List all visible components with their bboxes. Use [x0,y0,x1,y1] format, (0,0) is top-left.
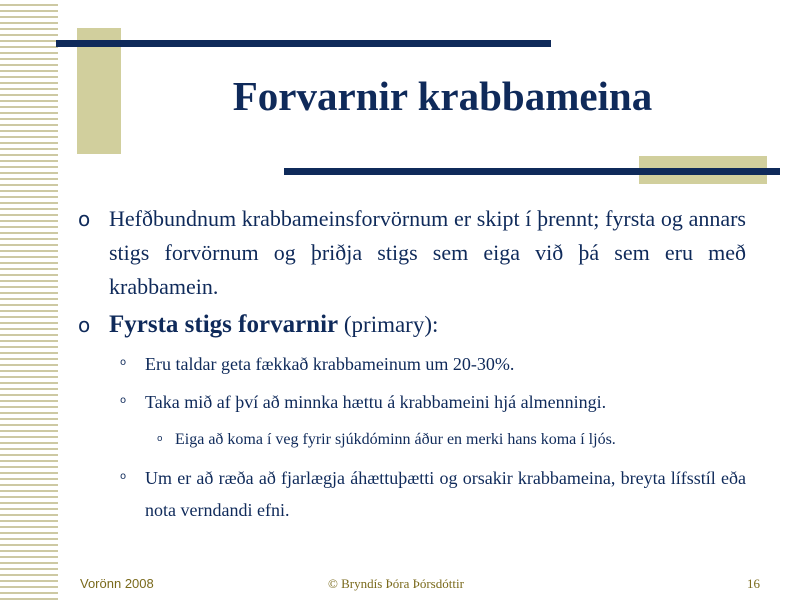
bullet-item [78,202,746,304]
bullet-marker-icon: o [78,313,91,337]
subbullet-text: Um er að ræða að fjarlægja áhættuþætti og orsakir krabbameina, breyta lífsstíl eða nota verndandi efni. [145,468,746,520]
title-rule-bottom [284,168,780,175]
subbullet-text: Taka mið af því að minnka hættu á krabbameini hjá almenningi. [145,392,607,412]
bullet-marker-icon: o [120,357,127,368]
footer-term: Vorönn 2008 [80,576,154,591]
subbullet-item [78,348,746,380]
bullet-marker-icon: o [157,434,163,444]
slide-body [78,202,746,526]
bullet-heading: Fyrsta stigs forvarnir [109,311,339,338]
bullet-marker-icon: o [78,207,91,231]
subsubbullet-item [78,428,746,452]
bullet-marker-icon: o [120,395,127,406]
title-rule-top [56,40,551,47]
bullet-heading-note: (primary): [338,312,439,337]
subsubbullet-text: Eiga að koma í veg fyrir sjúkdóminn áður en merki hans koma í ljós. [175,431,616,448]
footer-page-number: 16 [747,576,760,591]
decorative-stripe-panel [0,0,58,600]
footer-author: © Bryndís Þóra Þórsdóttir [328,576,464,591]
subbullet-item [78,462,746,526]
subbullet-item [78,386,746,418]
bullet-marker-icon: o [120,471,127,482]
bullet-item [78,308,746,342]
subbullet-text: Eru taldar geta fækkað krabbameinum um 20-30%. [145,354,515,374]
slide-title: Forvarnir krabbameina [232,73,653,119]
bullet-text: Hefðbundnum krabbameinsforvörnum er skipt í þrennt; fyrsta og annars stigs forvörnum og þriðja stigs sem eiga við þá sem eru með krabbamein. [109,206,746,299]
